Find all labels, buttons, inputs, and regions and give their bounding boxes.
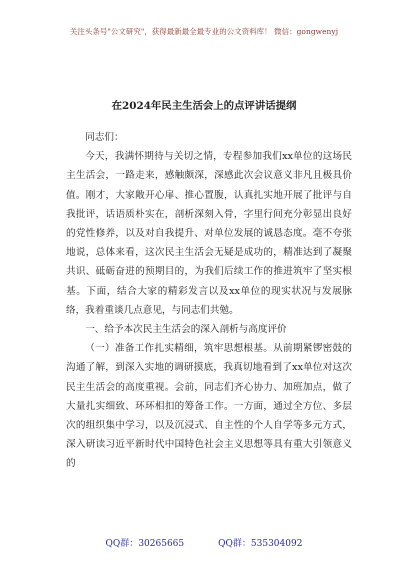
qq-group-number-2: 535304092 xyxy=(250,539,303,549)
qq-group-label-1: QQ群： xyxy=(105,539,139,549)
header-banner: 关注头条号"公文研究"，获得最新最全最专业的公文资料库！ 微信：gongwenyj xyxy=(69,27,339,36)
section-heading: 一、给予本次民主生活会的深入剖析与高度评价 xyxy=(85,324,287,336)
document-body xyxy=(66,128,352,474)
document-title: 在2024年民主生活会上的点评讲话提纲 xyxy=(111,100,297,112)
salutation: 同志们： xyxy=(85,132,124,143)
section-paragraph: （一）准备工作扎实精细，筑牢思想根基。从前期紧锣密鼓的沟通了解，到深入实地的调研摸底，我真切地看到了xx单位对这次民主生活会的高度重视。会前，同志们齐心协力、加班加点，做了大量扎实细致、环环相扣的筹备工作。一方面，通过全方位、多层次的组织集中学习，以及沉浸式、自主性的个人自学等多元方式，深入研读习近平新时代中国特色社会主义思想等具有重大引领意义的 xyxy=(66,343,352,470)
qq-group-number-1: 30265665 xyxy=(138,539,185,549)
body-paragraph: 今天，我满怀期待与关切之情，专程参加我们xx单位的这场民主生活会，一路走来，感触颇深，深感此次会议意义非凡且极具价值。刚才，大家敞开心扉、推心置腹，认真扎实地开展了批评与自我批评，话语质朴实在，剖析深刻入骨，字里行间充分彰显出良好的党性修养，以及对自我提升、对单位发展的诚恳态度。毫不夸张地说，总体来看，这次民主生活会无疑是成功的，精准达到了凝聚共识、砥砺奋进的预期目的，为我们后续工作的推进筑牢了坚实根基。下面，结合大家的精彩发言以及xx单位的现实状况与发展脉络，我着重谈几点意见，与同志们共勉。 xyxy=(66,151,352,316)
qq-group-label-2: QQ群： xyxy=(218,539,251,549)
footer-contact xyxy=(0,536,408,549)
